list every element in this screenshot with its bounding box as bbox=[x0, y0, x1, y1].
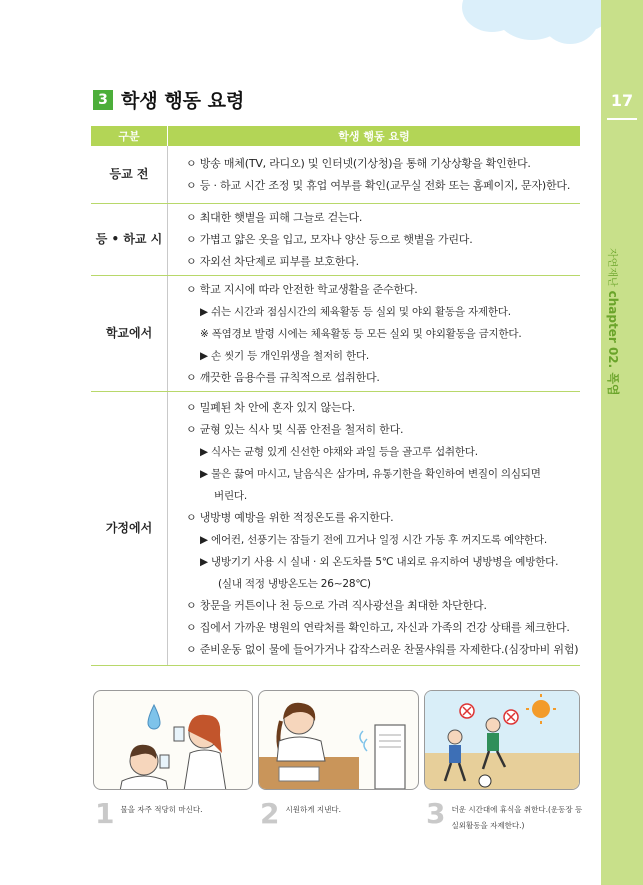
action-subitem: ▶ 냉방기기 사용 시 실내 · 외 온도차를 5℃ 내외로 유지하여 냉방병을 예방한다. bbox=[200, 555, 559, 568]
illustration-caption bbox=[260, 797, 341, 830]
drinking-water-illustration bbox=[93, 690, 253, 790]
caption-text bbox=[285, 800, 340, 818]
table-row bbox=[91, 276, 580, 392]
row-category bbox=[91, 392, 168, 665]
action-table bbox=[91, 126, 580, 666]
action-item: ㅇ 균형 있는 식사 및 식품 안전을 철저히 한다. bbox=[186, 422, 404, 436]
caption-line: 물을 자주 적당히 마신다. bbox=[120, 805, 203, 814]
section-title bbox=[93, 86, 244, 113]
action-item: ㅇ 집에서 가까운 병원의 연락처를 확인하고, 자신과 가족의 건강 상태를 체크한다. bbox=[186, 620, 570, 634]
row-category-text: 등 • 하교 시 bbox=[95, 232, 163, 247]
action-subitem: ※ 폭염경보 발령 시에는 체육활동 등 모든 실외 및 야외활동을 금지한다. bbox=[200, 327, 522, 340]
row-category bbox=[91, 276, 168, 391]
action-subitem: ▶ 식사는 균형 있게 신선한 야채와 과일 등을 골고루 섭취한다. bbox=[200, 445, 478, 458]
action-subitem: (실내 적정 냉방온도는 26∼28℃) bbox=[218, 577, 371, 590]
caption-line: 시원하게 지낸다. bbox=[285, 805, 341, 814]
illustration-caption bbox=[426, 797, 583, 834]
action-subitem: ▶ 손 씻기 등 개인위생을 철저히 한다. bbox=[200, 349, 370, 362]
row-actions bbox=[168, 392, 580, 665]
row-actions bbox=[168, 204, 580, 275]
action-item: ㅇ 냉방병 예방을 위한 적정온도를 유지한다. bbox=[186, 510, 394, 524]
row-category-text: 에서 bbox=[129, 521, 153, 536]
action-subitem: ▶ 쉬는 시간과 점심시간의 체육활동 등 실외 및 야외 활동을 자제한다. bbox=[200, 305, 511, 318]
table-body bbox=[91, 146, 580, 666]
action-item: ㅇ 창문을 커튼이나 천 등으로 가려 직사광선을 최대한 차단한다. bbox=[186, 598, 487, 612]
action-subitem: 버린다. bbox=[214, 489, 247, 502]
action-item: ㅇ 학교 지시에 따라 안전한 학교생활을 준수한다. bbox=[186, 282, 418, 296]
page-number: 17 bbox=[610, 91, 634, 110]
caption-text bbox=[120, 800, 202, 818]
row-actions bbox=[168, 276, 580, 391]
action-item: ㅇ 가볍고 얇은 옷을 입고, 모자나 양산 등으로 햇볕을 가린다. bbox=[186, 232, 473, 246]
header-actions: 학생 행동 요령 bbox=[338, 130, 410, 143]
section-number-badge: 3 bbox=[93, 90, 113, 110]
table-row bbox=[91, 204, 580, 276]
caption-line: 실외활동을 자제한다.) bbox=[451, 821, 525, 830]
table-row bbox=[91, 146, 580, 204]
table-header bbox=[91, 126, 580, 146]
chapter-label bbox=[605, 248, 622, 396]
action-item: ㅇ 밀폐된 차 안에 혼자 있지 않는다. bbox=[186, 400, 356, 414]
action-item: ㅇ 방송 매체(TV, 라디오) 및 인터넷(기상청)을 통해 기상상황을 확인한다. bbox=[186, 156, 531, 170]
action-subitem: ▶ 물은 끓여 마시고, 날음식은 삼가며, 유통기한을 확인하여 변질이 의심되면 bbox=[200, 467, 541, 480]
action-subitem: ▶ 에어컨, 선풍기는 잠들기 전에 끄거나 일정 시간 가동 후 꺼지도록 예약한다. bbox=[200, 533, 547, 546]
caption-number: 2 bbox=[260, 797, 280, 830]
row-category-text: 학교 bbox=[105, 326, 129, 341]
caption-text bbox=[451, 800, 582, 834]
header-category: 구분 bbox=[91, 126, 168, 146]
action-item: ㅇ 자외선 차단제로 피부를 보호한다. bbox=[186, 254, 359, 268]
action-item: ㅇ 준비운동 없이 물에 들어가거나 갑작스러운 찬물샤워를 자제한다.(심장마비 위험) bbox=[186, 642, 579, 656]
section-title-text: 학생 행동 요령 bbox=[121, 90, 245, 112]
row-category-text: 가정 bbox=[105, 521, 129, 536]
chapter-small-label: 자연재난 bbox=[606, 248, 617, 287]
side-tab bbox=[601, 0, 643, 885]
row-actions bbox=[168, 146, 580, 203]
action-item: ㅇ 최대한 햇볕을 피해 그늘로 걷는다. bbox=[186, 210, 363, 224]
side-divider bbox=[607, 118, 637, 120]
table-row bbox=[91, 392, 580, 666]
action-item: ㅇ 깨끗한 음용수를 규칙적으로 섭취한다. bbox=[186, 370, 380, 384]
row-category bbox=[91, 204, 168, 275]
chapter-title: chapter 02. 폭염 bbox=[606, 290, 620, 396]
row-category-text: 에서 bbox=[129, 326, 153, 341]
illustration-caption bbox=[95, 797, 203, 830]
outdoor-activity-illustration bbox=[424, 690, 580, 790]
caption-number: 1 bbox=[95, 797, 115, 830]
caption-number: 3 bbox=[426, 797, 446, 830]
row-category bbox=[91, 146, 168, 203]
row-category-text: 등교 전 bbox=[109, 167, 149, 182]
air-conditioner-illustration bbox=[258, 690, 419, 790]
caption-line: 더운 시간대에 휴식을 취한다.(운동장 등 bbox=[451, 805, 583, 814]
action-item: ㅇ 등 · 하교 시간 조정 및 휴업 여부를 확인(교무실 전화 또는 홈페이지, 문자)한다. bbox=[186, 178, 571, 192]
